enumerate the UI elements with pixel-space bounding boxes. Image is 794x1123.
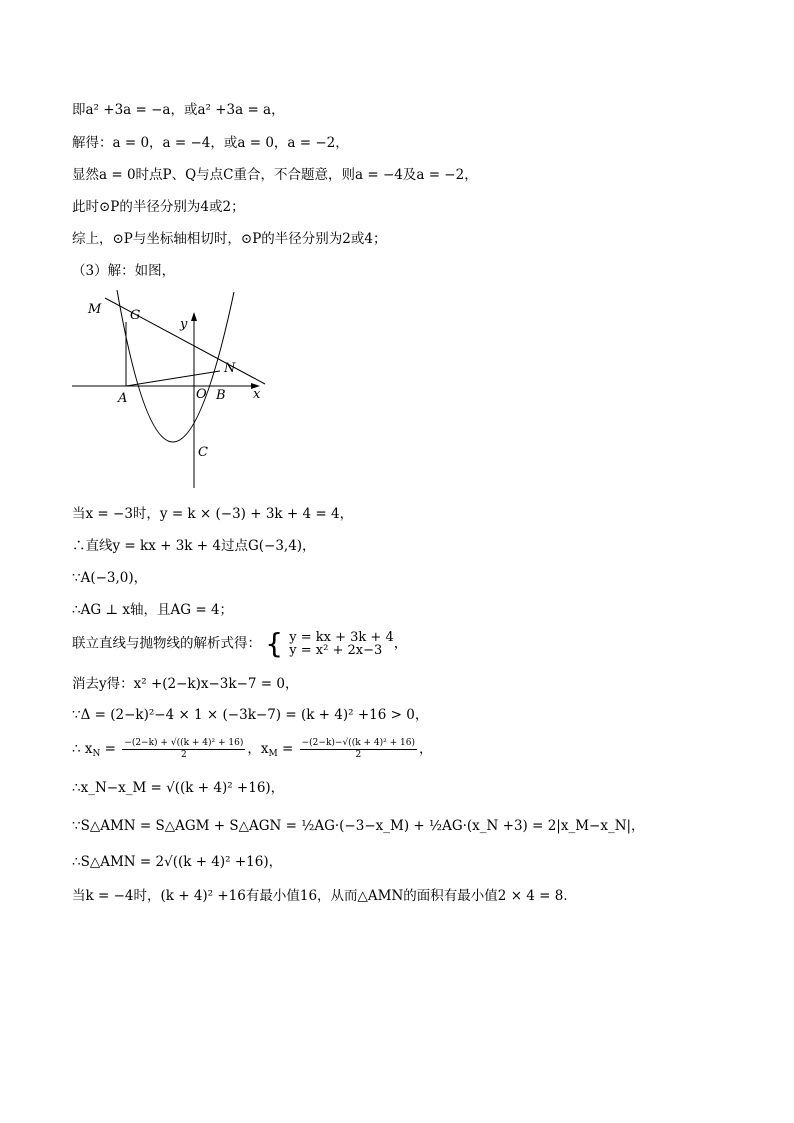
fraction-xm-denominator: 2: [355, 750, 362, 760]
text-line-6: （3）解：如图，: [72, 263, 176, 279]
text-line-17: ∴S△AMN = 2√((k + 4)² +16)，: [72, 854, 283, 870]
text-line-12: 消去y得：x² +(2−k)x−3k−7 = 0，: [72, 676, 299, 692]
label-x: x: [253, 387, 261, 402]
text-line-18: 当k = −4时，(k + 4)² +16有最小值16，从而△AMN的面积有最小值2 × 4 = 8．: [72, 888, 577, 904]
y-axis-arrow: [191, 312, 197, 321]
fraction-xn-numerator: −(2−k) + √((k + 4)² + 16): [124, 738, 244, 748]
line-mn: [105, 298, 265, 384]
segment-an: [126, 371, 220, 386]
fraction-xn-denominator: 2: [180, 750, 187, 760]
label-m: M: [88, 302, 102, 317]
label-a: A: [118, 391, 128, 406]
system-line: 联立直线与抛物线的解析式得： { y = kx + 3k + 4 y = x² + 2x−3 ，: [72, 627, 408, 660]
label-g: G: [130, 308, 141, 323]
label-y: y: [180, 317, 188, 332]
label-n: N: [224, 361, 236, 376]
text-line-16: ∵S△AMN = S△AGM + S△AGN = ½AG·(−3−x_M) + ½AG·(x_N +3) = 2|x_M−x_N|，: [72, 818, 645, 834]
brace-icon: {: [265, 627, 284, 660]
text-line-8: ∴直线y = kx + 3k + 4过点G(−3,4)，: [72, 538, 316, 554]
text-line-5: 综上，⊙P与坐标轴相切时，⊙P的半径分别为2或4；: [72, 231, 387, 247]
label-c: C: [198, 445, 208, 460]
text-line-10: ∴AG ⊥ x轴，且AG = 4；: [72, 602, 234, 618]
text-line-7: 当x = −3时，y = k × (−3) + 3k + 4 = 4，: [72, 506, 354, 522]
text-line-2: 解得：a = 0，a = −4，或a = 0，a = −2，: [72, 135, 349, 151]
roots-line: ∴ $x_N$ = $\frac{\text{−(2−k) + √((k + 4)² + 16)}}{2}$ ，$x_M$ = $\frac{\text{−(2−k)−√((k + 4)² + 16)}}{2}$ ，: [72, 738, 433, 760]
system-eq-2: y = x² + 2x−3: [289, 643, 383, 658]
label-o: O: [196, 387, 207, 402]
text-line-4: 此时⊙P的半径分别为4或2；: [72, 199, 245, 215]
parabola-figure: [70, 288, 270, 493]
text-line-1: 即a² +3a = −a，或a² +3a = a，: [72, 102, 285, 118]
fraction-xn: [122, 738, 245, 761]
system-eq-1: y = kx + 3k + 4: [289, 630, 394, 645]
fraction-xm-numerator: −(2−k)−√((k + 4)² + 16): [301, 738, 415, 748]
system-intro: 联立直线与抛物线的解析式得：: [72, 635, 261, 652]
fraction-xm: [300, 738, 417, 761]
text-line-13: ∵Δ = (2−k)²−4 × 1 × (−3k−7) = (k + 4)² +16 > 0，: [72, 707, 429, 723]
text-line-15: ∴x_N−x_M = √((k + 4)² +16)，: [72, 780, 285, 796]
text-line-3: 显然a = 0时点P、Q与点C重合，不合题意，则a = −4及a = −2，: [72, 167, 478, 183]
equation-system: [265, 627, 394, 660]
text-line-9: ∵A(−3,0)，: [72, 570, 148, 586]
label-b: B: [216, 388, 226, 403]
